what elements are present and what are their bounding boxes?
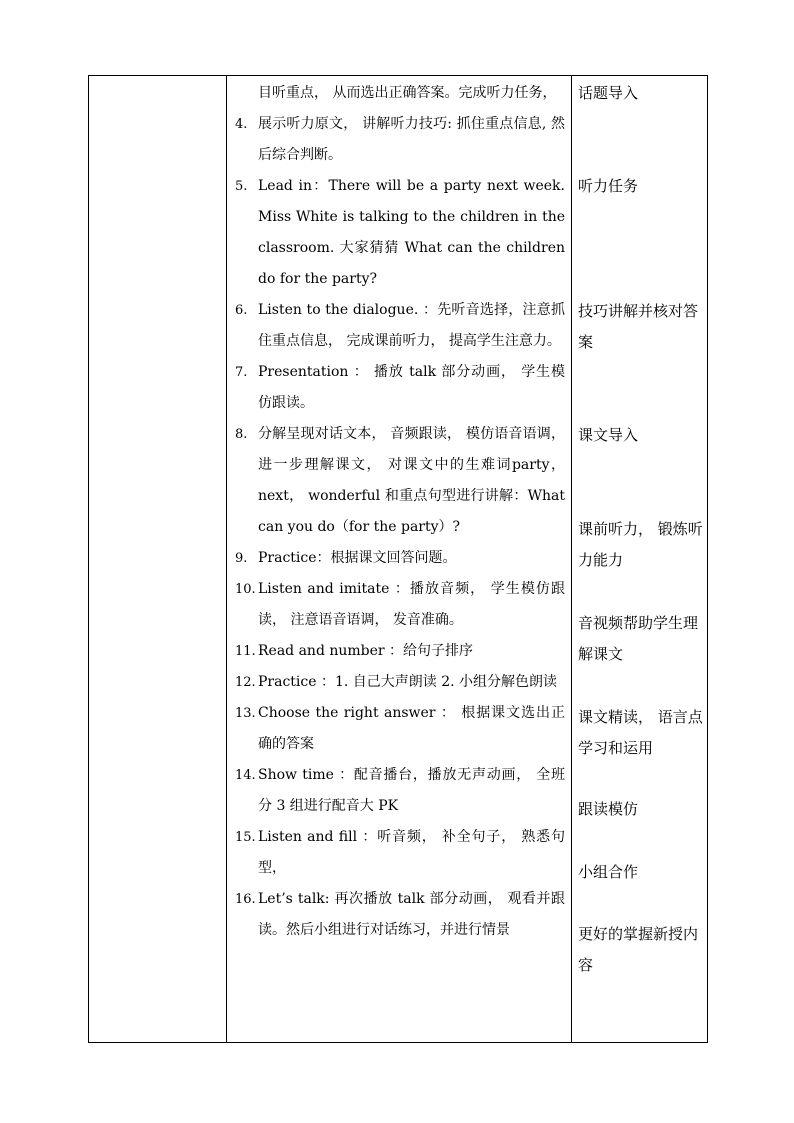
list-item [235,357,565,419]
step-text: Read and number ：给句子排序 [258,643,474,659]
note-mastery: 更好的掌握新授内容 [578,925,699,974]
stage-column-cell [89,76,227,1043]
step-number: 11. [235,644,256,659]
step-number: 15. [235,830,256,845]
note-listening-task: 听力任务 [578,177,639,195]
list-item [235,109,565,171]
step-text: Presentation ： 播放 talk 部分动画， 学生模仿跟读。 [258,364,565,411]
list-item [235,295,565,357]
step-text: Choose the right answer ： 根据课文选出正确的答案 [258,705,565,752]
purpose-notes [572,76,707,1042]
step-number: 7. [235,365,248,380]
list-item [235,698,565,760]
step-number: 8. [235,427,248,442]
step-number: 6. [235,303,248,318]
activity-column-cell [227,76,572,1043]
step-number: 5. [235,179,248,194]
list-item [235,543,565,574]
lesson-plan-table [88,75,708,1043]
step-number: 12. [235,675,256,690]
step-text: Listen and imitate ：播放音频， 学生模仿跟读， 注意语音语调， 发音准确。 [258,581,565,628]
list-item [235,171,565,295]
list-item [235,419,565,543]
table-row [89,76,708,1043]
step-text: 展示听力原文， 讲解听力技巧: 抓住重点信息, 然后综合判断。 [258,116,565,163]
step-number: 10. [235,582,256,597]
note-close-reading: 课文精读， 语言点学习和运用 [578,708,703,757]
step-number: 9. [235,551,248,566]
step-text: Lead in：There will be a party next week. Miss White is talking to the children in the classroom. 大家猜猜 What can the children do for the party? [258,178,565,287]
step-text: Practice：根据课文回答问题。 [258,550,457,566]
purpose-column-cell [572,76,708,1043]
list-item [235,78,565,109]
note-pre-listening: 课前听力， 锻炼听力能力 [578,520,703,569]
list-item [235,822,565,884]
note-follow-read: 跟读模仿 [578,800,639,818]
list-item [235,884,565,946]
note-av-help: 音视频帮助学生理解课文 [578,614,699,663]
list-item [235,636,565,667]
step-text: Show time ：配音播台，播放无声动画， 全班分 3 组进行配音大 PK [258,767,565,814]
note-topic-intro: 话题导入 [578,84,639,102]
step-number: 14. [235,768,256,783]
note-text-intro: 课文导入 [578,426,639,444]
note-group-work: 小组合作 [578,863,639,881]
step-text: 目听重点， 从而选出正确答案。完成听力任务， [258,85,557,101]
list-item [235,574,565,636]
step-text: Let’s talk: 再次播放 talk 部分动画， 观看并跟读。然后小组进行对话练习，并进行情景 [258,891,565,938]
step-number: 4. [235,117,248,132]
step-text: Practice ：1. 自己大声朗读 2. 小组分解色朗读 [258,674,558,690]
list-item [235,760,565,822]
step-text: Listen to the dialogue. ：先听音选择，注意抓住重点信息， 完成课前听力， 提高学生注意力。 [258,302,565,349]
step-number: 16. [235,892,256,907]
step-text: 分解呈现对话文本， 音频跟读， 模仿语音语调， 进一步理解课文， 对课文中的生难词party， next， wonderful 和重点句型进行讲解：What can you do（for the party）? [258,426,565,535]
step-text: Listen and fill ：听音频， 补全句子， 熟悉句型， [258,829,565,876]
activity-steps-list [227,76,571,946]
list-item [235,667,565,698]
step-number: 13. [235,706,256,721]
note-skill-check: 技巧讲解并核对答案 [578,302,699,351]
